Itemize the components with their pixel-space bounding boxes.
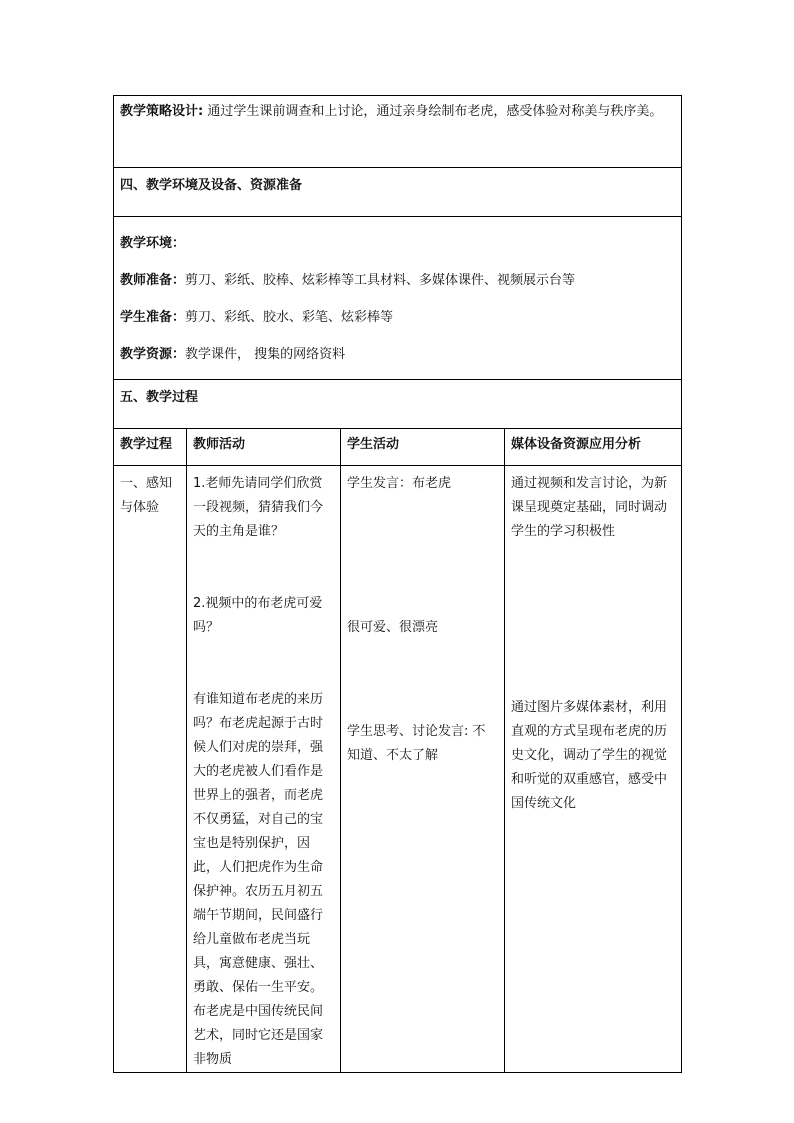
stage-text: 一、感知与体验 <box>120 476 173 515</box>
stage-cell <box>114 466 187 1073</box>
strategy-label: 教学策略设计: <box>120 104 204 119</box>
header-media: 媒体设备资源应用分析 <box>505 429 682 466</box>
media-analysis-2: 通过图片多媒体素材，利用直观的方式呈现布老虎的历史文化，调动了学生的视觉和听觉的双重感官，感受中国传统文化 <box>511 700 668 811</box>
student-prep-line <box>120 299 675 336</box>
section4-row <box>114 168 682 217</box>
resource-label: 教学资源： <box>120 347 186 362</box>
section4-title: 四、教学环境及设备、资源准备 <box>114 168 682 217</box>
student-activity-3: 学生思考、讨论发言: 不知道、不太了解 <box>347 724 486 763</box>
section5-title: 五、教学过程 <box>114 380 682 429</box>
student-prep-text: 剪刀、彩纸、胶水、彩笔、炫彩棒等 <box>185 310 394 325</box>
lesson-plan-page <box>113 95 681 1073</box>
environment-cell <box>114 217 682 380</box>
teacher-activity-3: 有谁知道布老虎的来历吗？布老虎起源于古时候人们对虎的崇拜，强大的老虎被人们看作是世界上的强者，而老虎不仅勇猛，对自己的宝宝也是特别保护，因此，人们把虎作为生命保护神。农历五月初五端午节期间，民间盛行给儿童做布老虎当玩具，寓意健康、强壮、勇敢、保佑一生平安。布老虎是中国传统民间艺术，同时它还是国家非物质 <box>193 692 324 1067</box>
strategy-cell <box>114 96 682 168</box>
student-activity-cell <box>341 466 505 1073</box>
env-label: 教学环境： <box>120 236 186 251</box>
section5-row <box>114 380 682 429</box>
header-stage: 教学过程 <box>114 429 187 466</box>
environment-row <box>114 217 682 380</box>
student-prep-label: 学生准备： <box>120 310 186 325</box>
header-student: 学生活动 <box>341 429 505 466</box>
student-activity-1: 学生发言：布老虎 <box>347 476 452 491</box>
media-analysis-1: 通过视频和发言讨论，为新课呈现奠定基础，同时调动学生的学习积极性 <box>511 476 668 539</box>
teacher-prep-text: 剪刀、彩纸、胶棒、炫彩棒等工具材料、多媒体课件、视频展示台等 <box>185 273 576 288</box>
resource-text: 教学课件， 搜集的网络资料 <box>185 347 346 362</box>
student-activity-2: 很可爱、很漂亮 <box>347 620 439 635</box>
process-body-row <box>114 466 682 1073</box>
teacher-prep-line <box>120 262 675 299</box>
media-analysis-cell <box>505 466 682 1073</box>
strategy-text: 通过学生课前调查和上讨论，通过亲身绘制布老虎，感受体验对称美与秩序美。 <box>203 104 663 119</box>
process-header-row <box>114 429 682 466</box>
strategy-row <box>114 96 682 168</box>
resource-line <box>120 336 675 373</box>
teacher-prep-label: 教师准备： <box>120 273 186 288</box>
teacher-activity-1: 1.老师先请同学们欣赏一段视频，猜猜我们今天的主角是谁？ <box>193 476 324 539</box>
lesson-plan-table <box>113 95 682 1073</box>
teacher-activity-2: 2.视频中的布老虎可爱吗？ <box>193 596 323 635</box>
header-teacher: 教师活动 <box>187 429 341 466</box>
teacher-activity-cell <box>187 466 341 1073</box>
